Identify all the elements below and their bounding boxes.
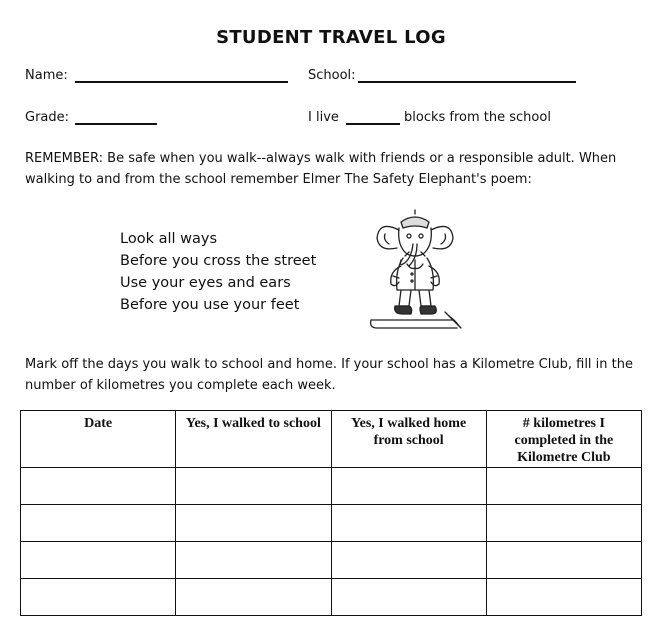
header-date: Date [21,411,176,468]
kilometres-cell[interactable] [486,542,641,579]
walked-to-school-cell[interactable] [176,542,331,579]
kilometres-cell[interactable] [486,505,641,542]
poem-line: Before you cross the street [120,253,317,269]
page-title: STUDENT TRAVEL LOG [216,27,446,48]
header-walked-to-school: Yes, I walked to school [176,411,331,468]
table-row [21,505,642,542]
table-row [21,468,642,505]
date-cell[interactable] [21,542,176,579]
date-cell[interactable] [21,505,176,542]
instructions-paragraph: Mark off the days you walk to school and home. If your school has a Kilometre Club, fill in the number of kilometres you complete each week. [25,357,633,393]
live-suffix: blocks from the school [404,110,551,125]
remember-paragraph: REMEMBER: Be safe when you walk--always walk with friends or a responsible adult. When walking to and from the school remember Elmer The Safety Elephant's poem: [25,151,617,187]
kilometres-cell[interactable] [486,468,641,505]
walked-home-cell[interactable] [331,579,486,616]
safety-poem [120,228,316,316]
name-field[interactable] [75,81,288,83]
walked-home-cell[interactable] [331,542,486,579]
table-header-row [21,411,642,468]
poem-line: Look all ways [120,231,218,247]
walked-to-school-cell[interactable] [176,579,331,616]
blocks-field[interactable] [346,123,400,125]
live-prefix: I live [308,110,339,125]
school-field[interactable] [358,81,576,83]
travel-log-table [20,410,642,616]
kilometres-cell[interactable] [486,579,641,616]
walked-to-school-cell[interactable] [176,468,331,505]
elmer-elephant-icon [365,208,465,333]
header-kilometres: # kilometres I completed in the Kilometre Club [486,411,641,468]
walked-home-cell[interactable] [331,468,486,505]
table-row [21,542,642,579]
walked-to-school-cell[interactable] [176,505,331,542]
walked-home-cell[interactable] [331,505,486,542]
school-label: School: [308,68,356,83]
grade-field[interactable] [75,123,157,125]
table-row [21,579,642,616]
header-walked-home: Yes, I walked home from school [331,411,486,468]
poem-line: Before you use your feet [120,297,300,313]
date-cell[interactable] [21,468,176,505]
poem-line: Use your eyes and ears [120,275,291,291]
name-label: Name: [25,68,68,83]
date-cell[interactable] [21,579,176,616]
grade-label: Grade: [25,110,70,125]
